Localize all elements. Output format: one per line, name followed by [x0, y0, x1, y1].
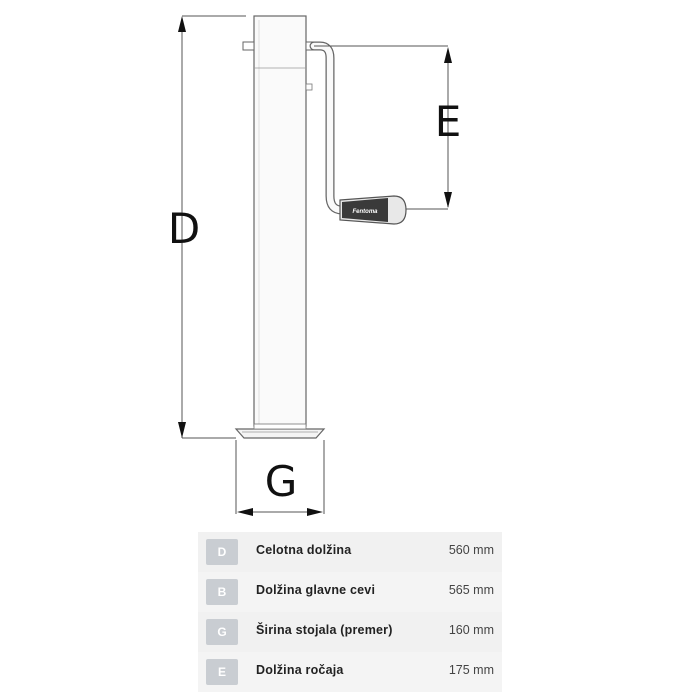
spec-name: Celotna dolžina: [256, 543, 352, 557]
main-tube: [254, 16, 306, 426]
spec-name: Dolžina ročaja: [256, 663, 344, 677]
foot-collar: [254, 424, 306, 429]
spec-row: [198, 652, 502, 692]
dimension-g-label: G: [264, 457, 298, 506]
handle-brand-label: Fentoma: [352, 209, 378, 215]
spec-row: [198, 572, 502, 612]
spec-value: 160 mm: [448, 623, 494, 637]
spec-row: [198, 612, 502, 652]
spec-badge: B: [206, 579, 238, 605]
spec-badge: E: [206, 659, 238, 685]
dimension-g-arrow-left: [237, 508, 253, 516]
spec-table: [198, 532, 502, 692]
spec-badge: D: [206, 539, 238, 565]
foot-plate: [236, 429, 324, 438]
spec-row: [198, 532, 502, 572]
dimension-d-label: D: [167, 204, 201, 253]
dimension-e-arrow-top: [444, 47, 452, 63]
spec-value: 560 mm: [448, 543, 494, 557]
dimension-d-arrow-bottom: [178, 422, 186, 438]
dimension-d-arrow-top: [178, 16, 186, 32]
spec-badge: G: [206, 619, 238, 645]
dimension-e-arrow-bottom: [444, 192, 452, 208]
dimension-g-arrow-right: [307, 508, 323, 516]
spec-value: 175 mm: [448, 663, 494, 677]
dimension-e-label: E: [434, 97, 462, 146]
spec-name: Dolžina glavne cevi: [256, 583, 376, 597]
crank-arm-inner: [314, 46, 342, 210]
side-pin: [306, 84, 312, 90]
spec-name: Širina stojala (premer): [256, 623, 393, 637]
spec-value: 565 mm: [448, 583, 494, 597]
top-bolt-left: [243, 42, 254, 50]
